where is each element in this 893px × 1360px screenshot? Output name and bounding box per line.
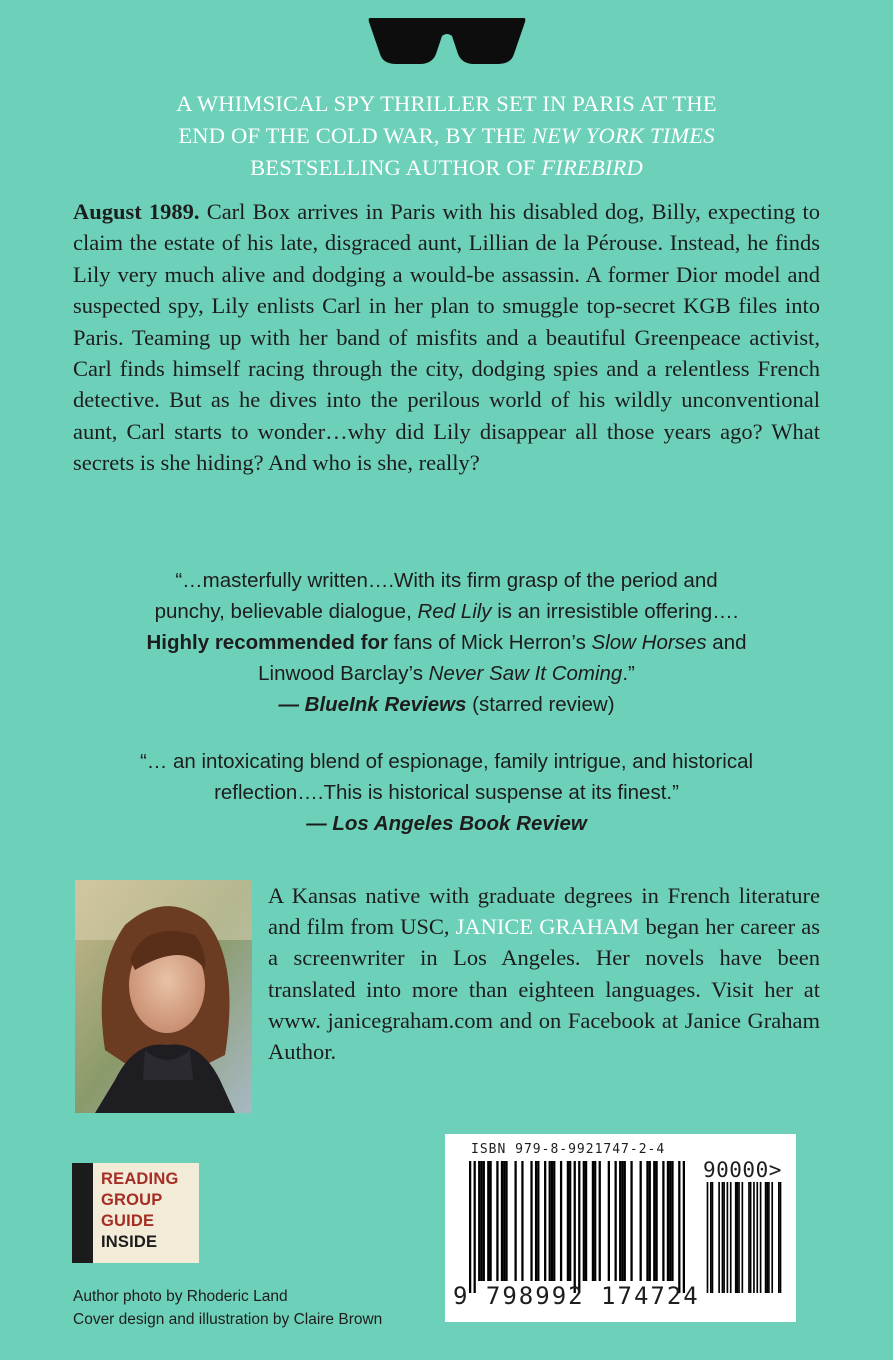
barcode-bar (537, 1161, 539, 1281)
barcode-bar (551, 1161, 553, 1281)
barcode-bar (678, 1161, 680, 1293)
barcode-bar (489, 1161, 491, 1281)
barcode-bar (640, 1161, 642, 1281)
review1-line-2-pre: punchy, believable dialogue, (154, 600, 418, 623)
barcode-bar (750, 1182, 752, 1293)
review1-line-2 (40, 596, 853, 627)
barcode-bar (583, 1161, 585, 1281)
review1-line-4-pre: Linwood Barclay’s (258, 662, 429, 685)
synopsis-lead: August 1989. (73, 199, 200, 224)
barcode-bar (619, 1161, 621, 1281)
barcode-bar (756, 1182, 758, 1293)
barcode-bar (544, 1161, 546, 1281)
badge-line-3: GUIDE (101, 1212, 155, 1230)
badge-bar (72, 1163, 93, 1263)
barcode-box (445, 1134, 796, 1322)
barcode-bar (578, 1161, 580, 1293)
barcode-bar (765, 1182, 767, 1293)
barcode-bar (683, 1161, 685, 1293)
barcode-bar (501, 1161, 503, 1281)
barcode-bar (615, 1161, 617, 1281)
design-credit: Cover design and illustration by Claire Brown (73, 1311, 383, 1328)
review1-line-2-post: is an irresistible offering…. (491, 600, 739, 623)
addon-barcode (705, 1182, 783, 1293)
barcode-bar (599, 1161, 601, 1281)
barcode-bar (712, 1182, 714, 1293)
barcode-bar (535, 1161, 537, 1281)
barcode-bar (649, 1161, 651, 1281)
barcode-bar (718, 1182, 720, 1293)
review1-line-4-italic: Never Saw It Coming (428, 662, 623, 685)
barcode-bar (514, 1161, 516, 1281)
barcode-bar (569, 1161, 571, 1281)
badge-text (93, 1163, 179, 1263)
review1-line-4-post: .” (622, 662, 635, 685)
barcode-bar (671, 1161, 673, 1281)
review1-source-name: — BlueInk Reviews (278, 693, 467, 716)
badge-line-4: INSIDE (101, 1233, 158, 1251)
barcode-bar (496, 1161, 498, 1281)
barcode-bar (710, 1182, 712, 1293)
barcode-bar (483, 1161, 485, 1281)
tagline-line-3-italic: FIREBIRD (541, 155, 643, 180)
barcode-bar (730, 1182, 732, 1293)
barcode-bar (474, 1161, 476, 1293)
barcode-bar (478, 1161, 480, 1281)
barcode-bar (585, 1161, 587, 1281)
barcode-bar (760, 1182, 762, 1293)
review2-source (40, 808, 853, 839)
tagline-line-2-text: END OF THE COLD WAR, BY THE (178, 123, 532, 148)
credits (73, 1285, 382, 1331)
barcode-bar (530, 1161, 532, 1281)
isbn-label: ISBN 979-8-9921747-2-4 (471, 1142, 666, 1157)
review2-line-1: “… an intoxicating blend of espionage, family intrigue, and historical (139, 750, 754, 773)
badge-line-1: READING (101, 1170, 179, 1188)
barcode-bar (735, 1182, 737, 1293)
author-photo (75, 880, 252, 1113)
review2-line-2: reflection….This is historical suspense at its finest.” (214, 781, 679, 804)
author-bio-post: began her career as a screenwriter in Los Angeles. Her novels have been translated into more than eighteen languages. Visit her at www. janicegraham.com and on Facebook at Janice Graham Author. (268, 914, 820, 1065)
barcode-bar (574, 1161, 576, 1293)
tagline-line-2 (60, 120, 833, 152)
barcode-bar (624, 1161, 626, 1281)
review1-line-3-italic: Slow Horses (591, 631, 707, 654)
tagline (60, 88, 833, 184)
barcode-bar (771, 1182, 773, 1293)
barcode-bar (766, 1182, 768, 1293)
photo-credit: Author photo by Rhoderic Land (73, 1288, 288, 1305)
barcode-bar (655, 1161, 657, 1281)
barcode-bar (646, 1161, 648, 1281)
barcode-bar (480, 1161, 482, 1281)
barcode-bar (621, 1161, 623, 1281)
barcode-bar (549, 1161, 551, 1281)
review1-highlight: Highly recommended for (146, 631, 388, 654)
review1-line-1: “…masterfully written….With its firm grasp of the period and (175, 569, 718, 592)
barcode-bar (738, 1182, 740, 1293)
barcode-bar (778, 1182, 780, 1293)
tagline-line-1: A WHIMSICAL SPY THRILLER SET IN PARIS AT THE (176, 91, 717, 116)
review-la-book-review (40, 746, 853, 839)
ean-digits: 9 798992 174724 (453, 1282, 700, 1310)
barcode-bar (748, 1182, 750, 1293)
barcode-bar (727, 1182, 729, 1293)
barcode-bar (630, 1161, 632, 1281)
price-code: 90000> (703, 1158, 782, 1182)
tagline-line-3 (60, 152, 833, 184)
review1-line-3-pre: fans of Mick Herron’s (387, 631, 592, 654)
review-blueink (40, 565, 853, 720)
synopsis-body: Carl Box arrives in Paris with his disabled dog, Billy, expecting to claim the estate of his late, disgraced aunt, Lillian de la Pérouse. Instead, he finds Lily very much alive and dodging a would-be assassin. A former Dior model and suspected spy, Lily enlists Carl in her plan to smuggle top-secret KGB files into Paris. Teaming up with her band of misfits and a beautiful Greenpeace activist, Carl finds himself racing through the city, dodging spies and a relentless French detective. But as he dives into the perilous world of his wildly unconventional aunt, Carl starts to wonder…why did Lily disappear all those years ago? What secrets is she hiding? And who is she, really? (73, 199, 820, 476)
badge-line-2: GROUP (101, 1191, 163, 1209)
barcode-bar (594, 1161, 596, 1281)
barcode-bar (505, 1161, 507, 1281)
review1-source (40, 689, 853, 720)
synopsis (73, 196, 820, 479)
review1-line-3 (40, 627, 853, 658)
barcode-bar (768, 1182, 770, 1293)
review1-line-3-post: and (706, 631, 747, 654)
review1-line-4 (40, 658, 853, 689)
barcode-bar (653, 1161, 655, 1281)
barcode-bar (503, 1161, 505, 1281)
author-bio-pre: A Kansas native with graduate degrees in French literature and film from USC, (268, 883, 820, 940)
author-bio (268, 880, 820, 1067)
barcode-bar (592, 1161, 594, 1281)
barcode-bar (567, 1161, 569, 1281)
barcode-bar (553, 1161, 555, 1281)
review2-source-name: — Los Angeles Book Review (306, 812, 587, 835)
reading-group-guide-badge (72, 1163, 199, 1263)
barcode-bar (560, 1161, 562, 1281)
barcode-bar (667, 1161, 669, 1281)
barcode-bar (707, 1182, 709, 1293)
author-name: JANICE GRAHAM (455, 914, 640, 940)
barcode-bar (469, 1161, 471, 1293)
barcode-bar (669, 1161, 671, 1281)
barcode-bar (608, 1161, 610, 1281)
barcode-bar (487, 1161, 489, 1281)
barcode-bar (521, 1161, 523, 1281)
barcode-bar (723, 1182, 725, 1293)
barcode-bar (722, 1182, 724, 1293)
sunglasses-icon (366, 16, 528, 66)
review1-source-note: (starred review) (466, 693, 615, 716)
barcode-bar (780, 1182, 782, 1293)
tagline-line-2-italic: NEW YORK TIMES (531, 123, 715, 148)
review1-book-title: Red Lily (417, 600, 492, 623)
ean-barcode (469, 1161, 685, 1293)
barcode-bar (662, 1161, 664, 1281)
barcode-bar (753, 1182, 755, 1293)
barcode-bar (737, 1182, 739, 1293)
barcode-bar (742, 1182, 744, 1293)
tagline-line-3-text: BESTSELLING AUTHOR OF (250, 155, 542, 180)
